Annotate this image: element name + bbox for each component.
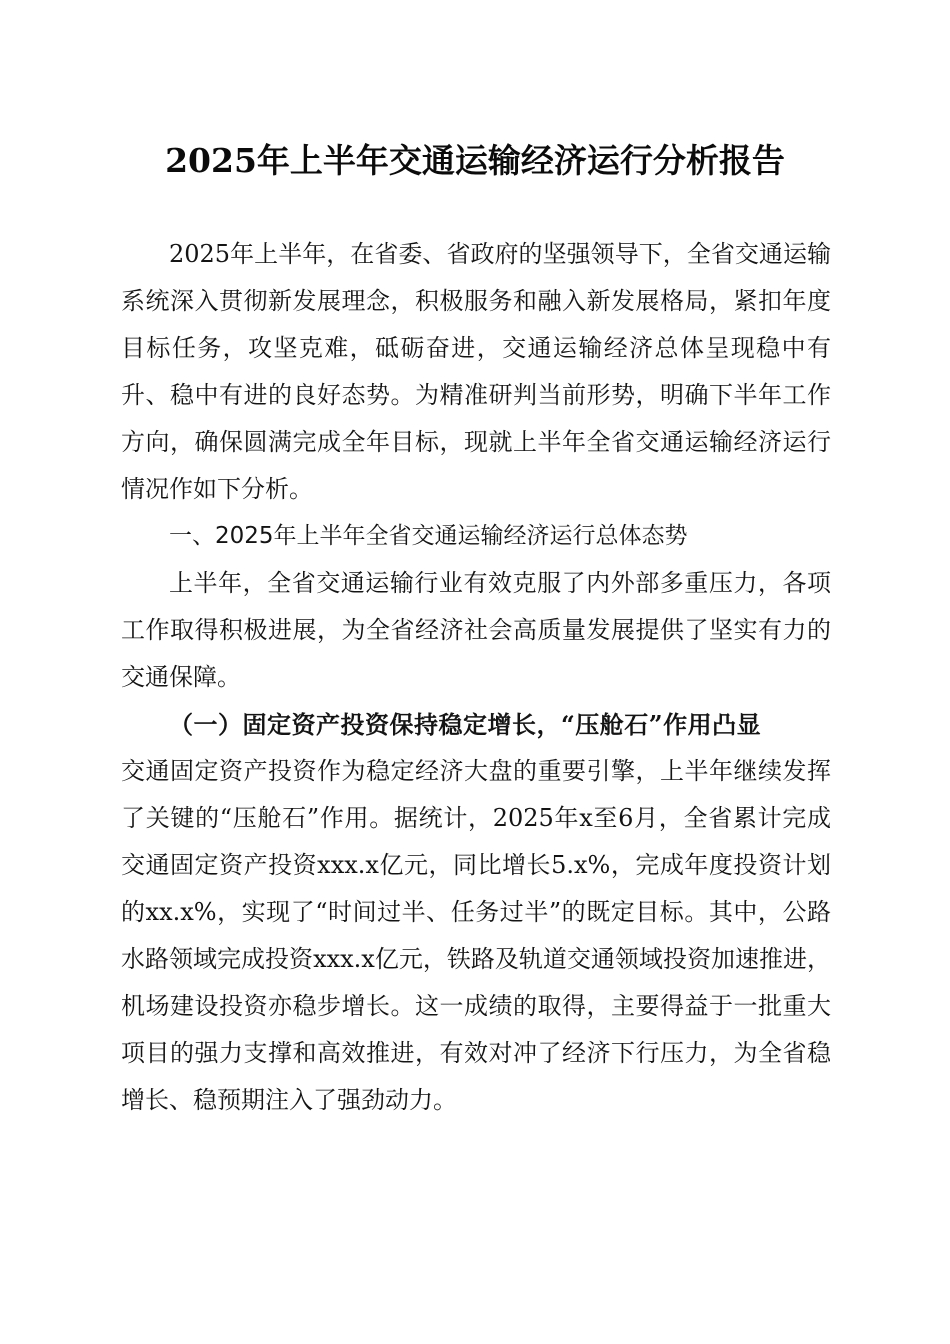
intro-paragraph: 2025年上半年，在省委、省政府的坚强领导下，全省交通运输系统深入贯彻新发展理念，积极服务和融入新发展格局，紧扣年度目标任务，攻坚克难，砥砺奋进，交通运输经济总体呈现稳中有升、稳中有进的良好态势。为精准研判当前形势，明确下半年工作方向，确保圆满完成全年目标，现就上半年全省交通运输经济运行情况作如下分析。 [121,240,831,503]
section-heading-1: 一、2025年上半年全省交通运输经济运行总体态势 [169,523,688,549]
subsection-1-paragraph: 交通固定资产投资作为稳定经济大盘的重要引擎，上半年继续发挥了关键的“压舱石”作用。据统计，2025年x至6月，全省累计完成交通固定资产投资xxx.x亿元，同比增长5.x%，完成年度投资计划的xx.x%，实现了“时间过半、任务过半”的既定目标。其中，公路水路领域完成投资xxx.x亿元，铁路及轨道交通领域投资加速推进，机场建设投资亦稳步增长。这一成绩的取得，主要得益于一批重大项目的强力支撑和高效推进，有效对冲了经济下行压力，为全省稳增长、稳预期注入了强劲动力。 [121,757,831,1114]
subsection-heading-1: （一）固定资产投资保持稳定增长，“压舱石”作用凸显 [169,710,762,739]
section-1-paragraph: 上半年，全省交通运输行业有效克服了内外部多重压力，各项工作取得积极进展，为全省经济社会高质量发展提供了坚实有力的交通保障。 [121,569,831,691]
document-title: 2025年上半年交通运输经济运行分析报告 [165,141,785,180]
document-body [121,231,831,1124]
